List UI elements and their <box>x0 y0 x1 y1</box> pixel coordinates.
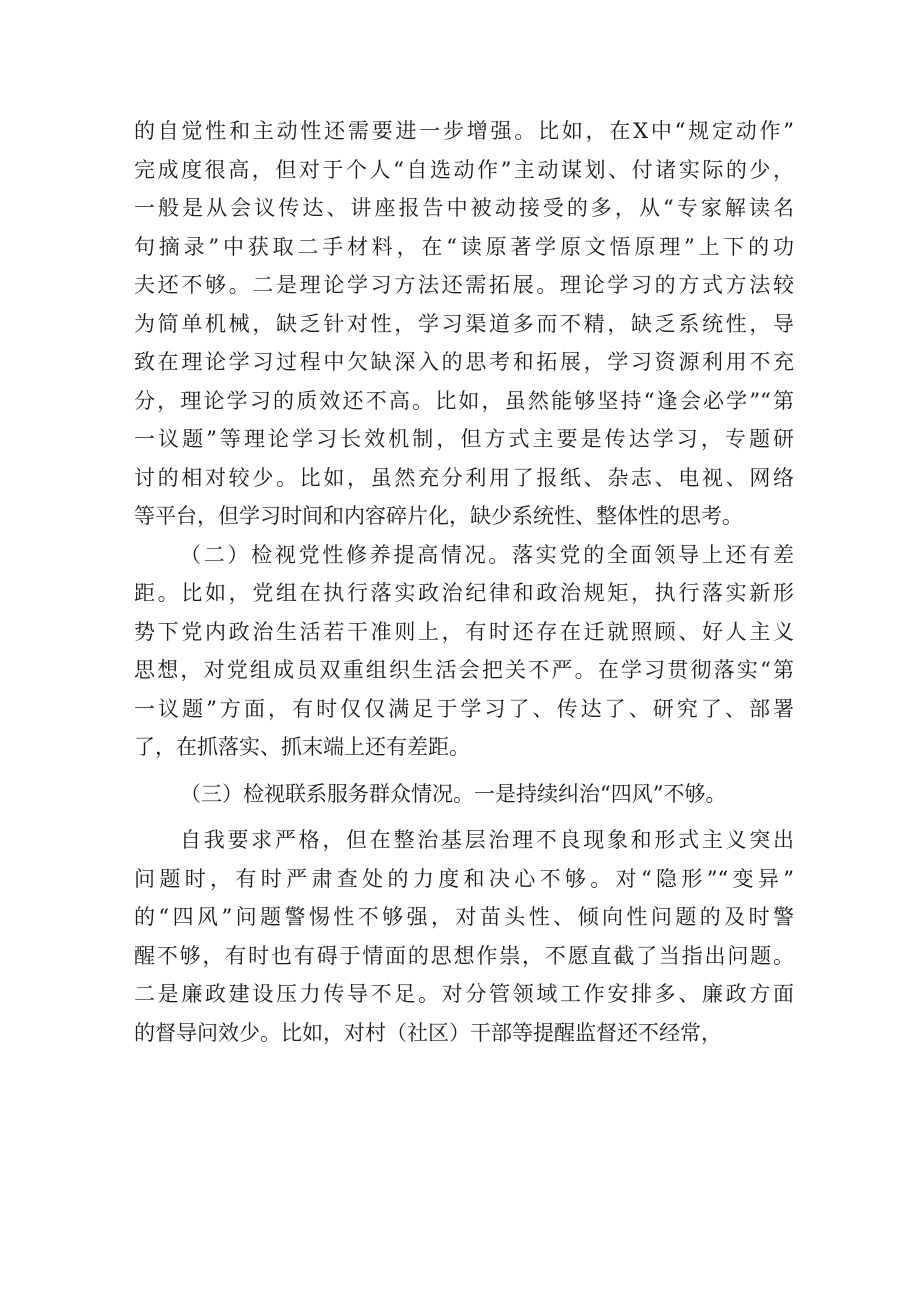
text-line: 的督导问效少。比如，对村（社区）干部等提醒监督还不经常， <box>134 1020 722 1045</box>
text-line: 致在理论学习过程中欠缺深入的思考和拓展，学习资源利用不充 <box>134 350 794 374</box>
text-line: 句摘录”中获取二手材料，在“读原著学原文悟原理”上下的功 <box>134 234 794 259</box>
paragraph-3 <box>134 775 794 814</box>
paragraph-1 <box>134 112 794 536</box>
text-line: 为简单机械，缺乏针对性，学习渠道多而不精，缺乏系统性，导 <box>134 311 794 336</box>
paragraph-4 <box>134 821 794 1052</box>
text-line: 讨的相对较少。比如，虽然充分利用了报纸、杂志、电视、网络 <box>134 465 794 490</box>
text-line: 一议题”等理论学习长效机制，但方式主要是传达学习，专题研 <box>134 427 794 451</box>
paragraph-spacer <box>134 813 794 821</box>
text-line: 夫还不够。二是理论学习方法还需拓展。理论学习的方式方法较 <box>134 273 794 297</box>
text-line: 了，在抓落实、抓末端上还有差距。 <box>134 735 470 759</box>
text-line: 自我要求严格，但在整治基层治理不良现象和形式主义突出 <box>180 828 794 852</box>
section-heading-line: （三）检视联系服务群众情况。一是持续纠治“四风”不够。 <box>180 781 727 806</box>
text-line: 的“四风”问题警惕性不够强，对苗头性、倾向性问题的及时警 <box>134 905 794 929</box>
text-line: 等平台，但学习时间和内容碎片化，缺少系统性、整体性的思考。 <box>134 504 743 528</box>
text-line: 的自觉性和主动性还需要进一步增强。比如，在X中“规定动作” <box>134 119 794 143</box>
text-line: 问题时，有时严肃查处的力度和决心不够。对“隐形”“变异” <box>134 866 794 891</box>
text-line: 一般是从会议传达、讲座报告中被动接受的多，从“专家解读名 <box>134 196 794 220</box>
text-line: 思想，对党组成员双重组织生活会把关不严。在学习贯彻落实“第 <box>134 658 794 682</box>
text-line: 一议题”方面，有时仅仅满足于学习了、传达了、研究了、部署 <box>134 696 794 721</box>
text-line: 完成度很高，但对于个人“自选动作”主动谋划、付诸实际的少， <box>134 157 794 182</box>
paragraph-spacer <box>134 767 794 775</box>
text-line: 势下党内政治生活若干准则上，有时还存在迁就照顾、好人主义 <box>134 619 794 644</box>
text-line: 分，理论学习的质效还不高。比如，虽然能够坚持“逢会必学”“第 <box>134 388 794 413</box>
paragraph-2 <box>134 536 794 767</box>
document-body <box>134 112 794 1052</box>
section-heading-line: （二）检视党性修养提高情况。落实党的全面领导上还有差 <box>180 542 794 567</box>
text-line: 距。比如，党组在执行落实政治纪律和政治规矩，执行落实新形 <box>134 581 794 605</box>
text-line: 醒不够，有时也有碍于情面的思想作祟，不愿直截了当指出问题。 <box>134 943 794 968</box>
text-line: 二是廉政建设压力传导不足。对分管领域工作安排多、廉政方面 <box>134 982 794 1006</box>
